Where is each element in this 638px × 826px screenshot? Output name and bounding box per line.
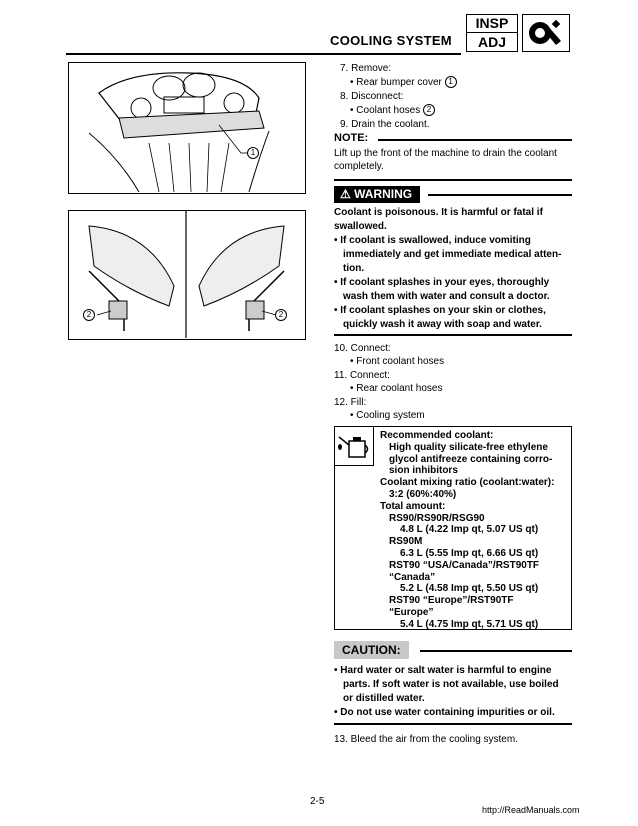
spec-line-7: Total amount: [380, 500, 446, 512]
figure-coolant-hoses [68, 210, 306, 340]
spec-line-16: “Europe” [389, 607, 434, 618]
spec-line-10: RS90M [389, 536, 423, 548]
spec-line-17: 5.4 L (4.75 Imp qt, 5.71 US qt) [400, 618, 539, 630]
section-title: COOLING SYSTEM [330, 33, 452, 48]
step-10-item: • Front coolant hoses [350, 356, 445, 367]
footer-url[interactable]: http://ReadManuals.com [482, 805, 580, 815]
warning-line-6: • If coolant splashes in your eyes, thoroughly [334, 277, 550, 288]
warning-badge-rule [428, 194, 572, 196]
note-line-2: completely. [334, 161, 384, 172]
note-line-1: Lift up the front of the machine to drain the coolant [334, 148, 557, 159]
callout-1: 1 [247, 147, 259, 159]
warning-bottom-rule [334, 334, 572, 336]
spec-line-4: sion inhibitors [389, 465, 458, 477]
caution-line-2: parts. If soft water is not available, use boiled [343, 679, 559, 690]
warning-line-1: Coolant is poisonous. It is harmful or fatal if [334, 207, 543, 218]
header-rule [66, 53, 461, 55]
caution-line-3: or distilled water. [343, 693, 425, 704]
step-11: 11. Connect: [334, 370, 390, 381]
spec-line-9: 4.8 L (4.22 Imp qt, 5.07 US qt) [400, 524, 539, 536]
badge-adj: ADJ [477, 34, 506, 50]
note-rule [378, 139, 572, 141]
step-9: 9. Drain the coolant. [340, 119, 430, 130]
spec-line-12: RST90 “USA/Canada”/RST90TF [389, 559, 540, 571]
step-8-item: • Coolant hoses 2 [350, 104, 435, 118]
caution-line-1: • Hard water or salt water is harmful to engine [334, 665, 552, 676]
spec-line-8: RS90/RS90R/RSG90 [389, 512, 485, 524]
step-8: 8. Disconnect: [340, 91, 404, 102]
spec-line-1: Recommended coolant: [380, 430, 494, 441]
step-12-item: • Cooling system [350, 410, 425, 421]
step-11-item: • Rear coolant hoses [350, 383, 443, 394]
spec-line-5: Coolant mixing ratio (coolant:water): [380, 477, 555, 489]
ref-1: 1 [445, 76, 457, 88]
oil-can-icon [334, 426, 374, 466]
note-label: NOTE: [334, 132, 369, 144]
spec-line-15: RST90 “Europe”/RST90TF [389, 595, 514, 607]
caution-bottom-rule [334, 723, 572, 725]
step-10: 10. Connect: [334, 343, 391, 354]
callout-2-left: 2 [83, 309, 95, 321]
warning-line-8: • If coolant splashes on your skin or clothes, [334, 305, 546, 316]
ref-2: 2 [423, 104, 435, 116]
warning-triangle-icon: ⚠ [340, 187, 351, 201]
warning-line-2: swallowed. [334, 221, 387, 232]
spec-line-2: High quality silicate-free ethylene [389, 441, 548, 453]
warning-line-9: quickly wash it away with soap and water. [343, 319, 542, 330]
callout-2-right: 2 [275, 309, 287, 321]
caution-badge-rule [420, 650, 572, 652]
caution-badge: CAUTION: [334, 641, 409, 659]
step-12: 12. Fill: [334, 397, 367, 408]
spec-line-13: “Canada” [389, 571, 436, 583]
step-7-item: • Rear bumper cover 1 [350, 76, 457, 90]
badge-insp: INSP [466, 14, 518, 33]
wrench-socket-icon [522, 14, 570, 52]
warning-line-7: wash them with water and consult a doctor. [343, 291, 550, 302]
step-7: 7. Remove: [340, 63, 392, 74]
spec-line-14: 5.2 L (4.58 Imp qt, 5.50 US qt) [400, 583, 539, 595]
warning-line-3: • If coolant is swallowed, induce vomiting [334, 235, 531, 246]
spec-line-3: glycol antifreeze containing corro- [389, 453, 553, 465]
caution-line-4: • Do not use water containing impurities or oil. [334, 707, 555, 718]
step-13: 13. Bleed the air from the cooling system. [334, 734, 518, 745]
warning-top-rule [334, 179, 572, 181]
warning-line-4: immediately and get immediate medical atten- [343, 249, 562, 260]
figure-rear-bumper [68, 62, 306, 194]
spec-line-6: 3:2 (60%:40%) [389, 489, 457, 500]
warning-line-5: tion. [343, 263, 365, 274]
page-number: 2-5 [310, 796, 325, 807]
warning-badge: ⚠ WARNING [334, 186, 420, 203]
spec-line-11: 6.3 L (5.55 Imp qt, 6.66 US qt) [400, 548, 539, 559]
